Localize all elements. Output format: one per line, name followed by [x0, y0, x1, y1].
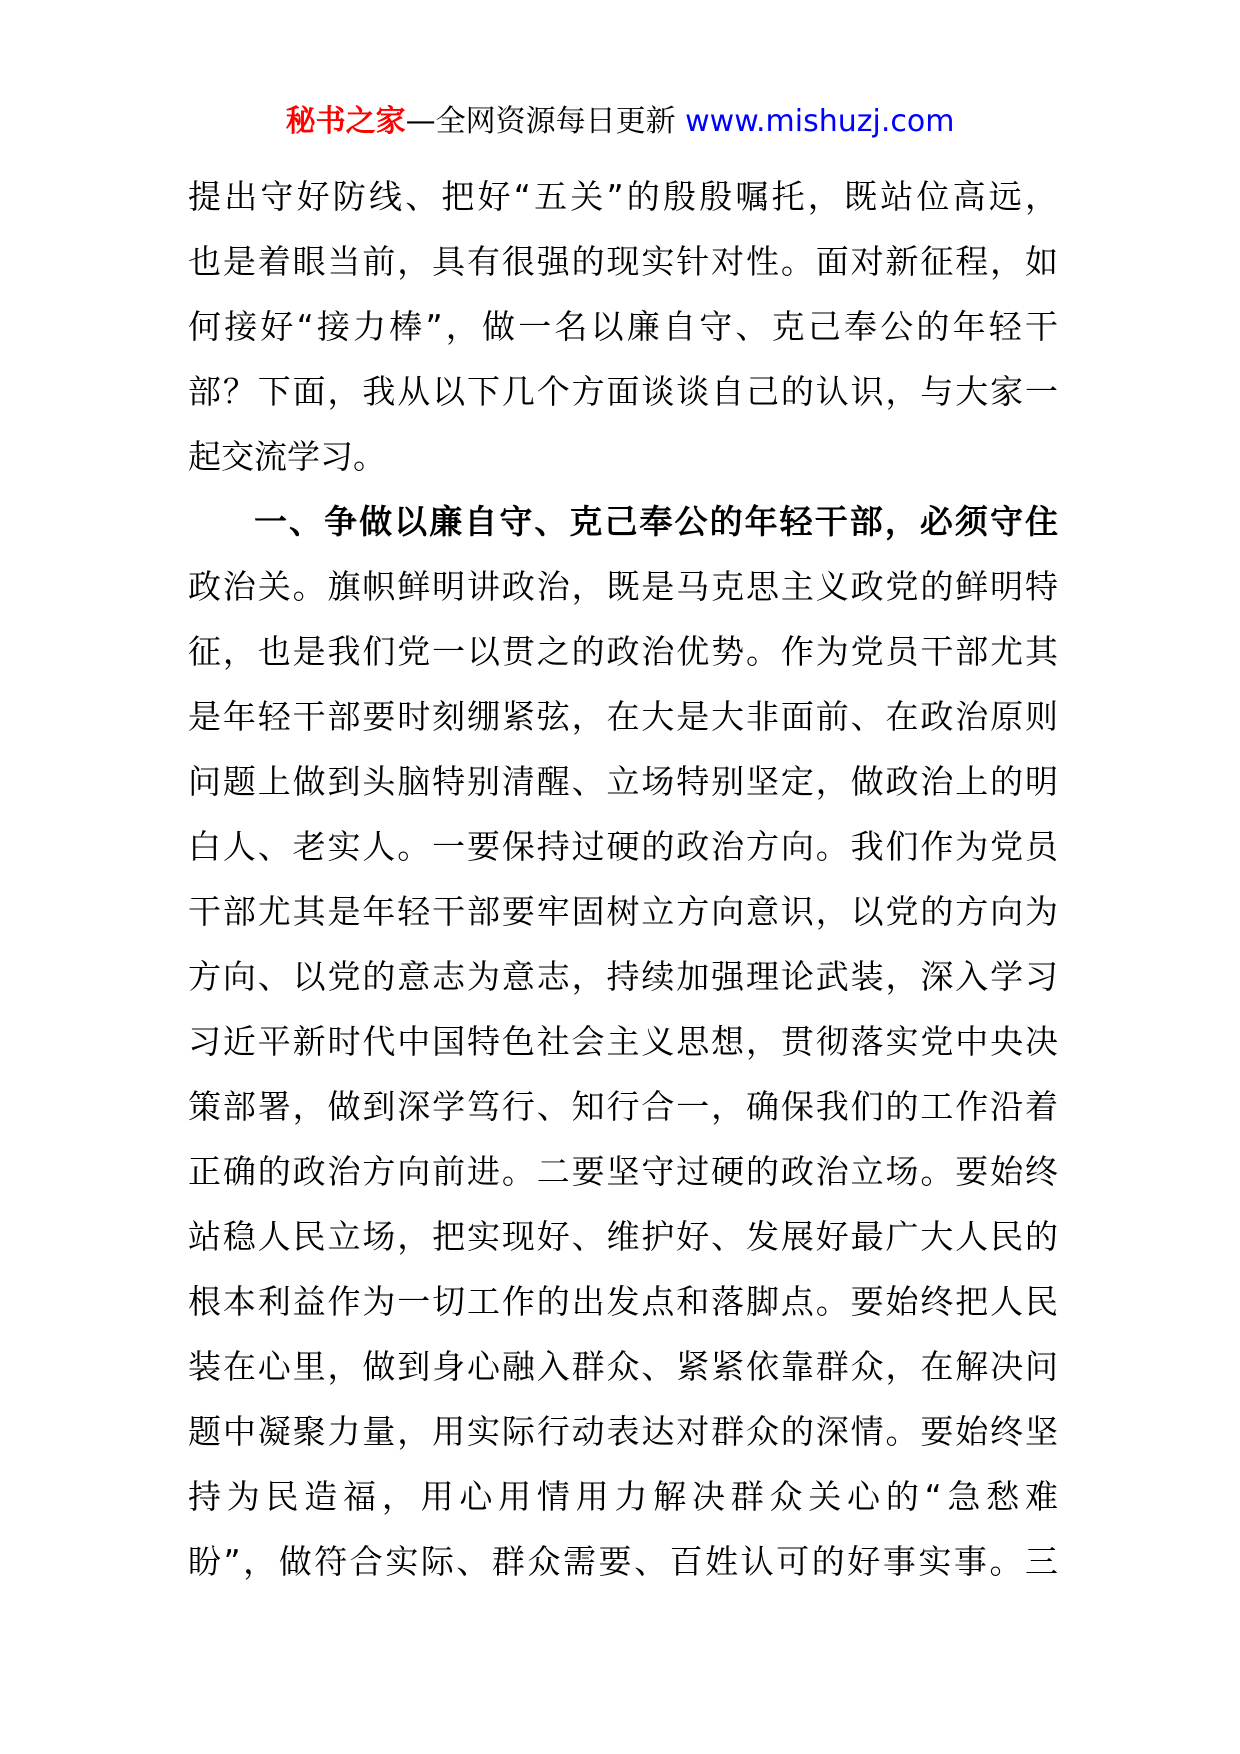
- text-line: 征，也是我们党一以贯之的政治优势。作为党员干部尤其: [188, 632, 1058, 671]
- text-line: 策部署，做到深学笃行、知行合一，确保我们的工作沿着: [188, 1087, 1058, 1126]
- text-line: 也是着眼当前，具有很强的现实针对性。面对新征程，如: [188, 242, 1058, 281]
- text-line: 部？下面，我从以下几个方面谈谈自己的认识，与大家一: [188, 372, 1058, 411]
- text-line: 持为民造福，用心用情用力解决群众关心的“急愁难: [188, 1477, 1058, 1516]
- site-url-link[interactable]: www.mishuzj.com: [685, 104, 955, 139]
- paragraph-intro: [188, 164, 1058, 489]
- section-heading: 一、争做以廉自守、克己奉公的年轻干部，必须守住: [254, 502, 1058, 541]
- text-line: 政治关。旗帜鲜明讲政治，既是马克思主义政党的鲜明特: [188, 567, 1058, 606]
- text-line: 站稳人民立场，把实现好、维护好、发展好最广大人民的: [188, 1217, 1058, 1256]
- site-header: [0, 100, 1240, 144]
- text-line: 题中凝聚力量，用实际行动表达对群众的深情。要始终坚: [188, 1412, 1058, 1451]
- text-line: 习近平新时代中国特色社会主义思想，贯彻落实党中央决: [188, 1022, 1058, 1061]
- text-line: 方向、以党的意志为意志，持续加强理论武装，深入学习: [188, 957, 1058, 996]
- text-line: 白人、老实人。一要保持过硬的政治方向。我们作为党员: [188, 827, 1058, 866]
- brand-name: 秘书之家: [285, 104, 406, 139]
- text-line: 问题上做到头脑特别清醒、立场特别坚定，做政治上的明: [188, 762, 1058, 801]
- text-line: 正确的政治方向前进。二要坚守过硬的政治立场。要始终: [188, 1152, 1058, 1191]
- text-line: 干部尤其是年轻干部要牢固树立方向意识，以党的方向为: [188, 892, 1058, 931]
- text-line: 何接好“接力棒”，做一名以廉自守、克己奉公的年轻干: [188, 307, 1058, 346]
- text-line: 是年轻干部要时刻绷紧弦，在大是大非面前、在政治原则: [188, 697, 1058, 736]
- section-heading-line: [188, 489, 1058, 554]
- text-line: 提出守好防线、把好“五关”的殷殷嘱托，既站位高远，: [188, 177, 1058, 216]
- paragraph-section-one: [188, 489, 1058, 1594]
- header-tagline: —全网资源每日更新: [405, 104, 686, 139]
- text-line: 根本利益作为一切工作的出发点和落脚点。要始终把人民: [188, 1282, 1058, 1321]
- text-line: 盼”，做符合实际、群众需要、百姓认可的好事实事。三: [188, 1542, 1058, 1581]
- text-line: 装在心里，做到身心融入群众、紧紧依靠群众，在解决问: [188, 1347, 1058, 1386]
- document-body: [188, 164, 1058, 1594]
- text-line: 起交流学习。: [188, 437, 386, 476]
